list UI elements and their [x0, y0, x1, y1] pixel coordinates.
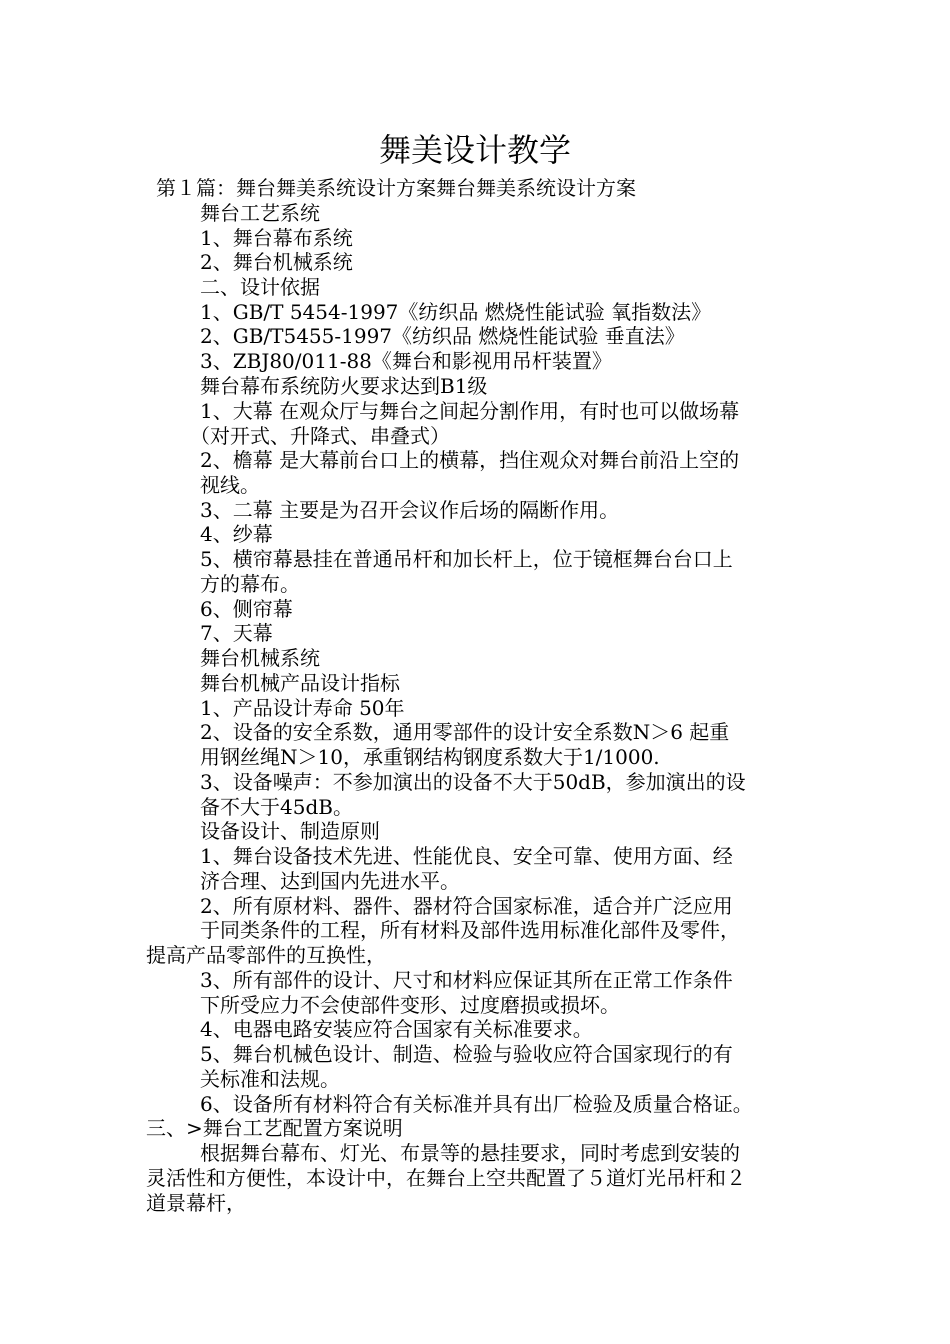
text-line: 舞台机械系统	[200, 646, 320, 670]
text-line: 3、二幕 主要是为召开会议作后场的隔断作用。	[200, 498, 620, 522]
text-line: 二、设计依据	[200, 275, 320, 299]
text-line: 1、大幕 在观众厅与舞台之间起分割作用，有时也可以做场幕	[200, 399, 740, 423]
text-line: （对开式、升降式、串叠式）	[190, 424, 450, 448]
text-line: 济合理、达到国内先进水平。	[200, 869, 460, 893]
text-line: 第１篇：舞台舞美系统设计方案舞台舞美系统设计方案	[156, 176, 636, 200]
text-line: 关标准和法规。	[200, 1067, 340, 1091]
text-line: 4、纱幕	[200, 522, 273, 546]
text-line: 道景幕杆，	[146, 1191, 246, 1215]
text-line: 设备设计、制造原则	[200, 819, 380, 843]
text-line: 用钢丝绳N＞10，承重钢结构钢度系数大于1/1000.	[200, 745, 660, 769]
text-line: 灵活性和方便性，本设计中，在舞台上空共配置了５道灯光吊杆和２	[146, 1166, 746, 1190]
text-line: 4、电器电路安装应符合国家有关标准要求。	[200, 1017, 593, 1041]
text-line: 1、舞台幕布系统	[200, 226, 353, 250]
text-line: 备不大于45dB。	[200, 795, 353, 819]
text-line: 方的幕布。	[200, 572, 300, 596]
text-line: 2、檐幕 是大幕前台口上的横幕，挡住观众对舞台前沿上空的	[200, 448, 740, 472]
text-line: 5、舞台机械色设计、制造、检验与验收应符合国家现行的有	[200, 1042, 733, 1066]
text-line: 2、舞台机械系统	[200, 250, 353, 274]
text-line: 3、设备噪声：不参加演出的设备不大于50dB，参加演出的设	[200, 770, 746, 794]
text-line: 根据舞台幕布、灯光、布景等的悬挂要求，同时考虑到安装的	[200, 1141, 740, 1165]
text-line: 于同类条件的工程，所有材料及部件选用标准化部件及零件，	[200, 918, 740, 942]
text-line: 2、所有原材料、器件、器材符合国家标准，适合并广泛应用	[200, 894, 733, 918]
document-title: 舞美设计教学	[378, 131, 571, 169]
text-line: 1、GB/T 5454-1997《纺织品 燃烧性能试验 氧指数法》	[200, 300, 712, 324]
text-line: 舞台机械产品设计指标	[200, 671, 400, 695]
text-line: 1、产品设计寿命 50年	[200, 696, 405, 720]
text-line: 提高产品零部件的互换性，	[146, 943, 386, 967]
text-line: 2、GB/T5455-1997《纺织品 燃烧性能试验 垂直法》	[200, 324, 685, 348]
text-line: 3、ZBJ80/011-88《舞台和影视用吊杆装置》	[200, 349, 612, 373]
text-line: 2、设备的安全系数，通用零部件的设计安全系数N＞6 起重	[200, 720, 730, 744]
text-line: 1、舞台设备技术先进、性能优良、安全可靠、使用方面、经	[200, 844, 733, 868]
text-line: 视线。	[200, 473, 260, 497]
text-line: 6、设备所有材料符合有关标准并具有出厂检验及质量合格证。	[200, 1092, 753, 1116]
text-line: 7、天幕	[200, 621, 273, 645]
text-line: 5、横帘幕悬挂在普通吊杆和加长杆上，位于镜框舞台台口上	[200, 547, 733, 571]
text-line: 舞台幕布系统防火要求达到B1级	[200, 374, 488, 398]
text-line: 3、所有部件的设计、尺寸和材料应保证其所在正常工作条件	[200, 968, 733, 992]
text-line: 三、>舞台工艺配置方案说明	[146, 1116, 403, 1140]
text-line: 6、侧帘幕	[200, 597, 293, 621]
text-line: 舞台工艺系统	[200, 201, 320, 225]
text-line: 下所受应力不会使部件变形、过度磨损或损坏。	[200, 993, 620, 1017]
